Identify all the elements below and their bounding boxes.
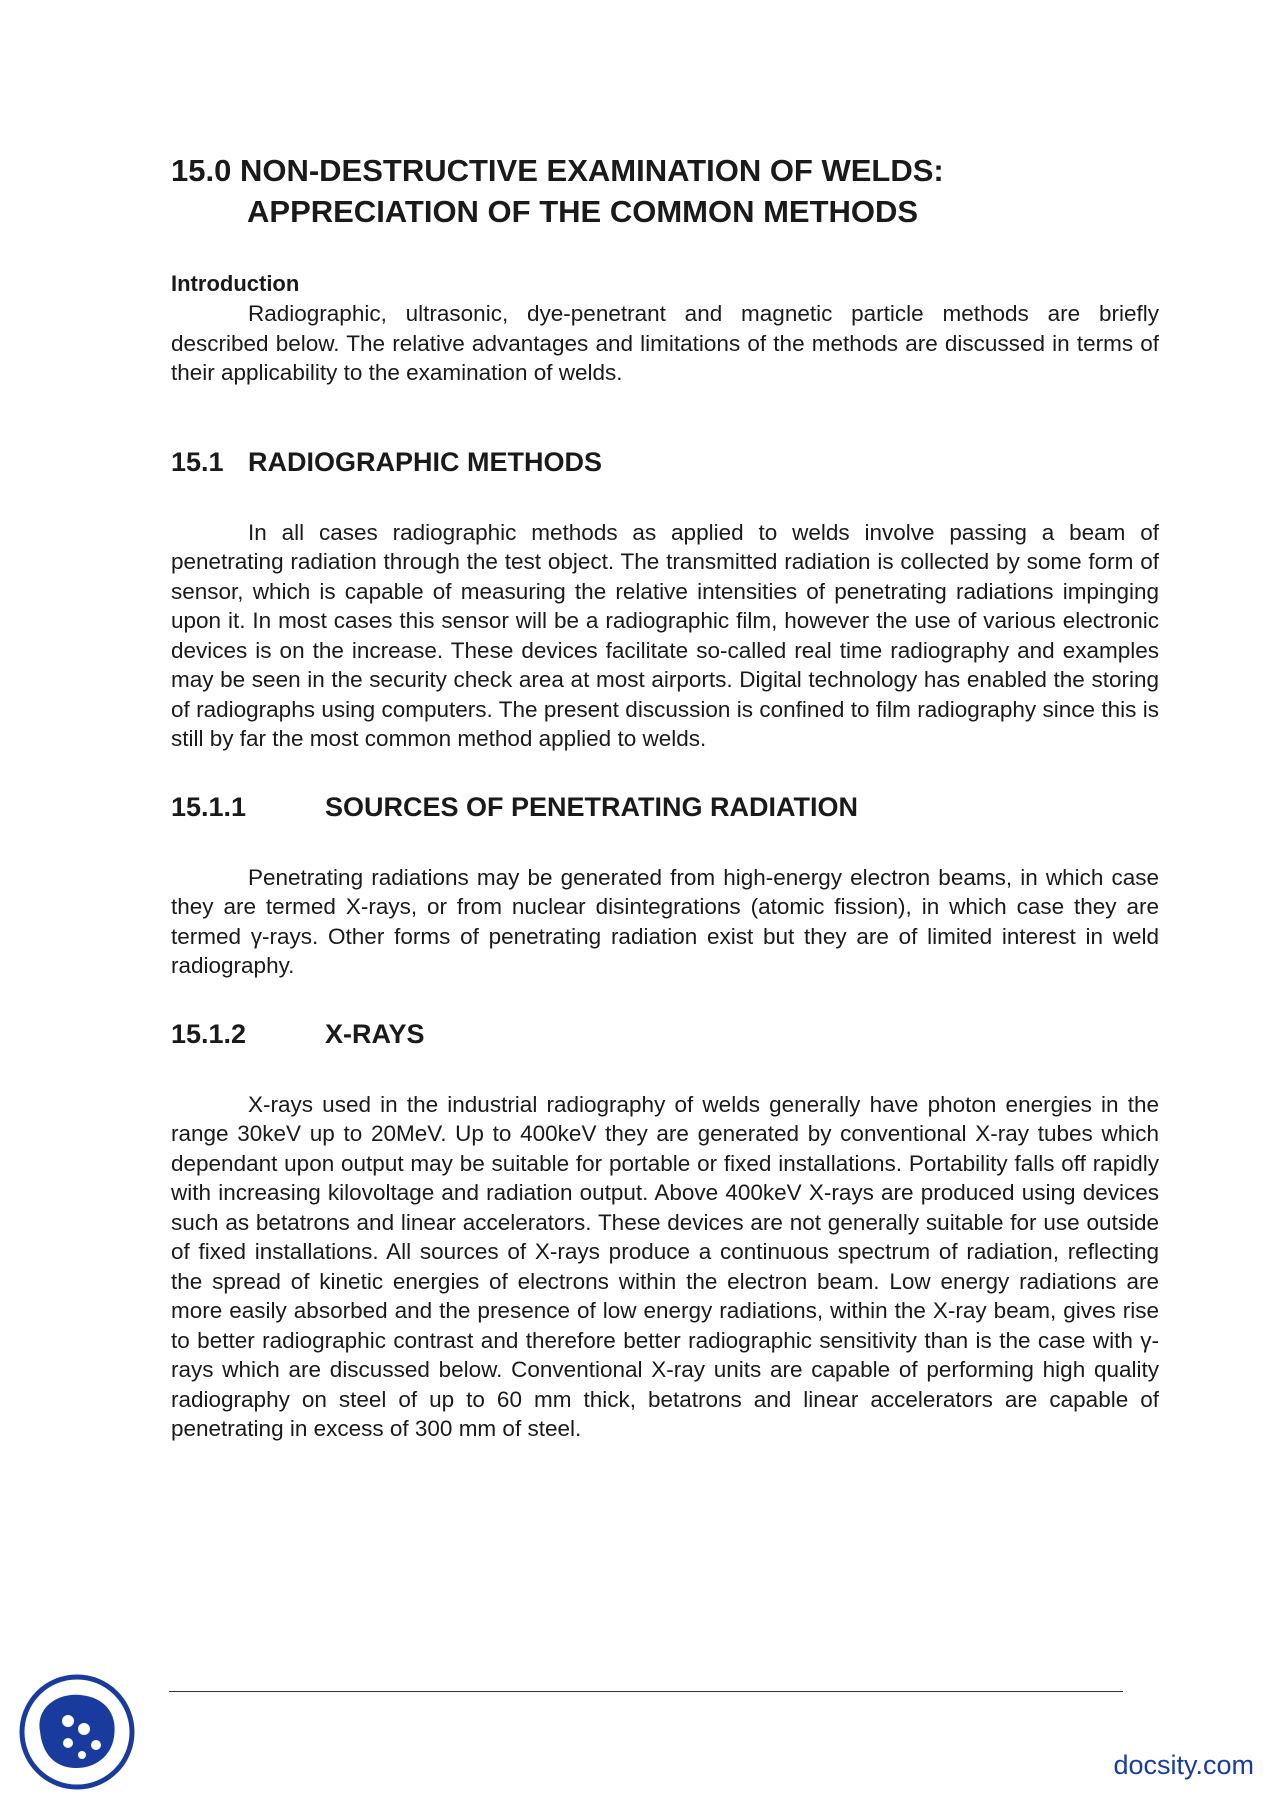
section-number: 15.1.2 bbox=[171, 1018, 247, 1049]
docsity-logo-icon[interactable] bbox=[18, 1673, 136, 1791]
title-line-2: APPRECIATION OF THE COMMON METHODS bbox=[247, 194, 919, 229]
section-number: 15.1.1 bbox=[171, 791, 247, 822]
docsity-brand-link[interactable]: docsity.com bbox=[1113, 1750, 1254, 1780]
x-rays-paragraph: X-rays used in the industrial radiography of welds generally have photon energies in the range 30keV up to 20MeV. Up to 400keV they are generated by conventional X-ray tubes which dependant upon output may be suitable for portable or fixed installations. Portability falls off rapidly with increasing kilovoltage and radiation output. Above 400keV X-rays are produced using devices such as betatrons and linear accelerators. These devices are not generally suitable for use outside of fixed installations. All sources of X-rays produce a continuous spectrum of radiation, reflecting the spread of kinetic energies of electrons within the electron beam. Low energy radiations are more easily absorbed and the presence of low energy radiations, within the X-ray beam, gives rise to better radiographic contrast and therefore better radiographic sensitivity than is the case with γ-rays which are discussed below. Conventional X-ray units are capable of performing high quality radiography on steel of up to 60 mm thick, betatrons and linear accelerators are capable of penetrating in excess of 300 mm of steel. bbox=[171, 1091, 1159, 1441]
section-title: RADIOGRAPHIC METHODS bbox=[248, 446, 603, 477]
section-title: X-RAYS bbox=[325, 1018, 425, 1049]
section-number: 15.1 bbox=[171, 446, 224, 477]
section-heading-15-1-2 bbox=[171, 1017, 1159, 1051]
section-heading-15-1-1 bbox=[171, 790, 1159, 824]
intro-paragraph: Radiographic, ultrasonic, dye-penetrant and magnetic particle methods are briefly described below. The relative advantages and limitations of the methods are discussed in terms of their applicability to the examination of welds. bbox=[171, 301, 1159, 385]
title-line-1: 15.0 NON-DESTRUCTIVE EXAMINATION OF WELDS: bbox=[171, 153, 944, 188]
section-title: SOURCES OF PENETRATING RADIATION bbox=[325, 791, 859, 822]
sources-paragraph: Penetrating radiations may be generated from high-energy electron beams, in which case they are termed X-rays, or from nuclear disintegrations (atomic fission), in which case they are termed γ-rays. Other forms of penetrating radiation exist but they are of limited interest in weld radiography. bbox=[171, 864, 1159, 978]
intro-heading: Introduction bbox=[171, 271, 300, 296]
page-title bbox=[171, 150, 1159, 232]
section-heading-15-1 bbox=[171, 445, 1159, 479]
radiographic-methods-paragraph: In all cases radiographic methods as applied to welds involve passing a beam of penetrating radiation through the test object. The transmitted radiation is collected by some form of sensor, which is capable of measuring the relative intensities of penetrating radiations impinging upon it. In most cases this sensor will be a radiographic film, however the use of various electronic devices is on the increase. These devices facilitate so-called real time radiography and examples may be seen in the security check area at most airports. Digital technology has enabled the storing of radiographs using computers. The present discussion is confined to film radiography since this is still by far the most common method applied to welds. bbox=[171, 519, 1159, 751]
footer-divider bbox=[169, 1691, 1123, 1692]
document-body bbox=[171, 150, 1159, 1444]
